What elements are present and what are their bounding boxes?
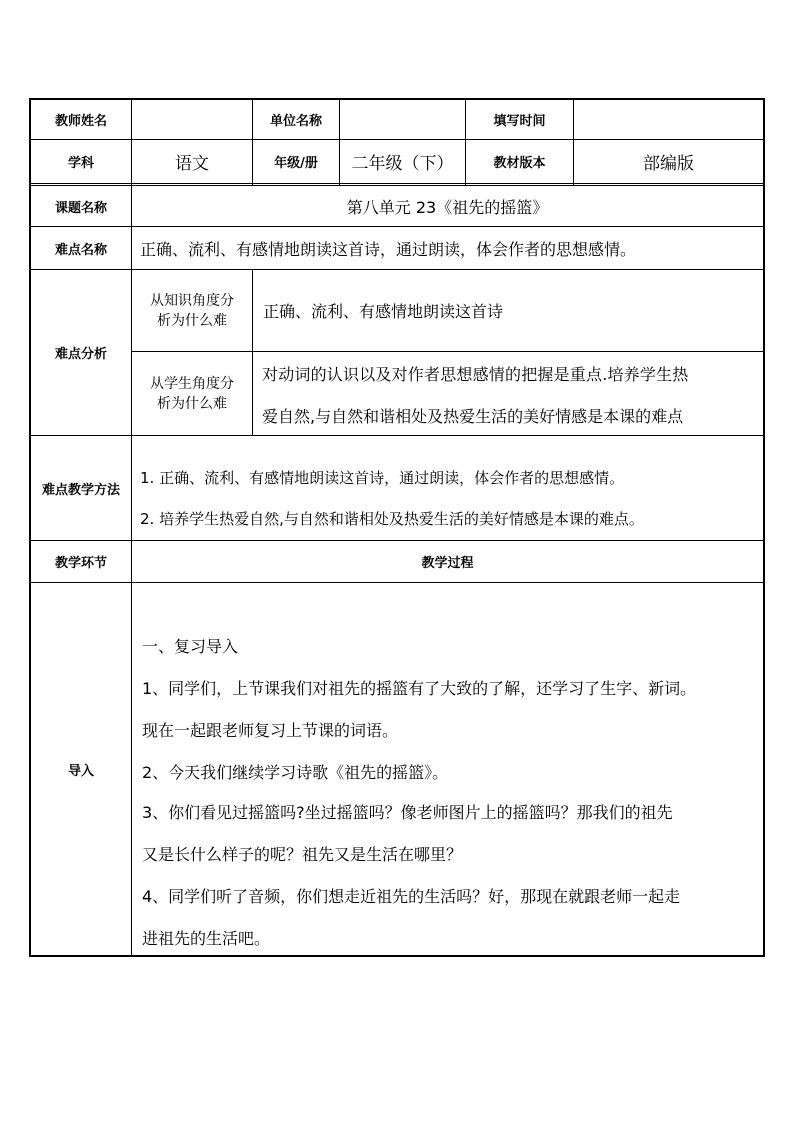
- knowledge-angle-value: 正确、流利、有感情地朗读这首诗: [263, 302, 504, 321]
- student-angle-value-line1: 对动词的认识以及对作者思想感情的把握是重点.培养学生热: [262, 365, 689, 384]
- lesson-title-label: 课题名称: [54, 200, 107, 216]
- teaching-process-header: 教学过程: [421, 556, 474, 571]
- fill-date-value: [574, 100, 763, 139]
- edition-value: 部编版: [643, 154, 694, 174]
- row-divider: [29, 582, 765, 583]
- intro-line: 2、今天我们继续学习诗歌《祖先的摇篮》。: [142, 763, 449, 782]
- unit-name-value: [340, 100, 465, 139]
- difficulty-analysis-label: 难点分析: [54, 347, 107, 362]
- student-angle-value-line2: 爱自然,与自然和谐相处及热爱生活的美好情感是本课的难点: [262, 407, 684, 426]
- col-divider: [252, 269, 253, 436]
- teacher-name-value: [132, 100, 252, 139]
- intro-line: 4、同学们听了音频，你们想走近祖先的生活吗？好，那现在就跟老师一起走: [142, 887, 681, 906]
- intro-line: 1、同学们，上节课我们对祖先的摇篮有了大致的了解，还学习了生字、新词。: [142, 679, 697, 698]
- teaching-method-list: [140, 436, 764, 540]
- col-divider: [131, 98, 132, 957]
- intro-stage-label: 导入: [67, 763, 94, 779]
- student-angle-value: [262, 352, 762, 435]
- subject-label: 学科: [67, 156, 94, 171]
- unit-name-label: 单位名称: [269, 114, 322, 129]
- student-angle-label-line2: 析为什么难: [157, 395, 227, 412]
- teaching-method-label: 难点教学方法: [41, 482, 120, 498]
- grade-label: 年级/册: [274, 156, 318, 171]
- student-angle-label: [132, 352, 252, 435]
- fill-date-label: 填写时间: [493, 114, 546, 129]
- knowledge-angle-label-line2: 析为什么难: [157, 312, 227, 329]
- subject-value: 语文: [175, 154, 209, 174]
- row-divider: [29, 183, 765, 184]
- student-angle-label-line1: 从学生角度分: [150, 375, 234, 392]
- edition-label: 教材版本: [493, 156, 546, 171]
- grade-value: 二年级（下）: [351, 154, 454, 174]
- teaching-stage-header: 教学环节: [54, 556, 107, 571]
- intro-line: 3、你们看见过摇篮吗?坐过摇篮吗？像老师图片上的摇篮吗？那我们的祖先: [142, 803, 673, 822]
- knowledge-angle-label-line1: 从知识角度分: [150, 292, 234, 309]
- teaching-method-item: 2. 培养学生热爱自然,与自然和谐相处及热爱生活的美好情感是本课的难点。: [140, 510, 644, 528]
- lesson-title-value: 第八单元 23《祖先的摇篮》: [346, 197, 549, 217]
- teacher-name-label: 教师姓名: [54, 114, 107, 129]
- table-border-bottom: [29, 955, 765, 957]
- teaching-method-item: 1. 正确、流利、有感情地朗读这首诗，通过朗读，体会作者的思想感情。: [140, 469, 625, 487]
- intro-line: 进祖先的生活吧。: [142, 929, 271, 948]
- intro-line: 一、复习导入: [142, 637, 239, 656]
- knowledge-angle-label: [132, 270, 252, 351]
- intro-line: 又是长什么样子的呢？祖先又是生活在哪里？: [142, 845, 463, 864]
- difficulty-name-label: 难点名称: [54, 242, 107, 258]
- intro-line: 现在一起跟老师复习上节课的词语。: [142, 721, 399, 740]
- difficulty-name-value: 正确、流利、有感情地朗读这首诗，通过朗读，体会作者的思想感情。: [140, 239, 637, 259]
